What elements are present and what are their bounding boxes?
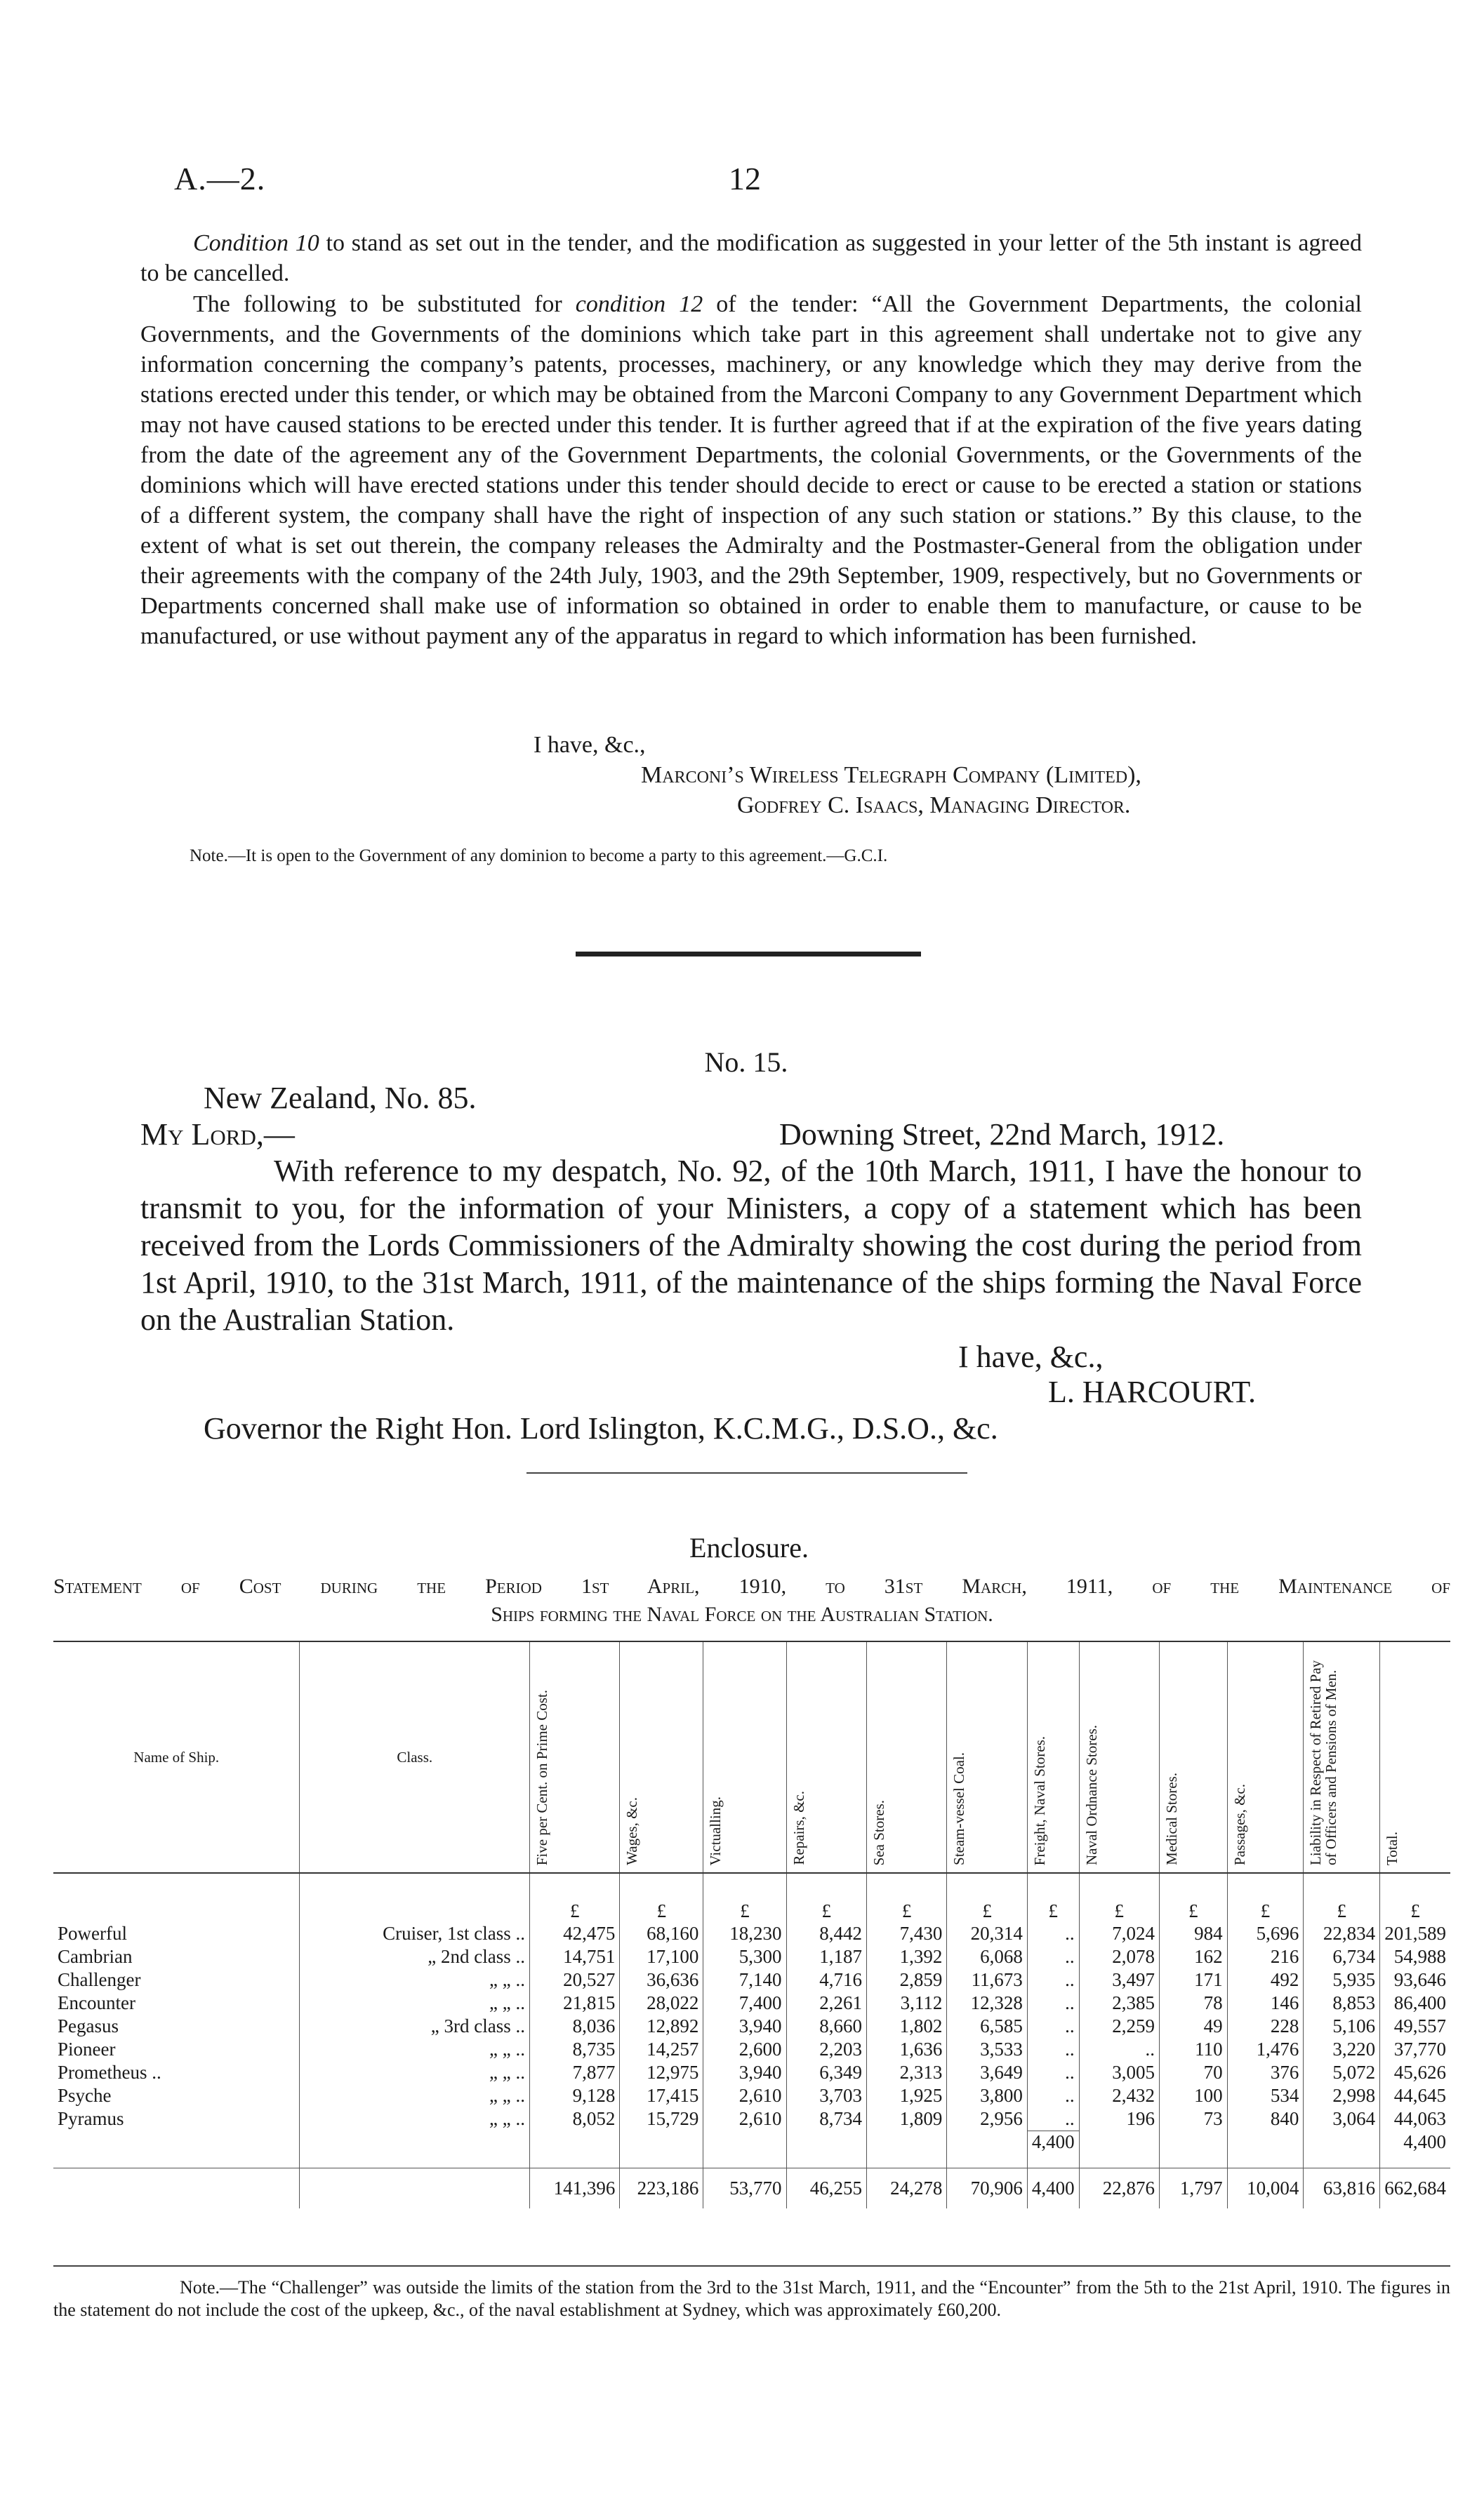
cost-value: 492 xyxy=(1227,1968,1304,1992)
cost-value: 534 xyxy=(1227,2084,1304,2107)
section-divider-thin xyxy=(526,1472,967,1474)
agreement-note: Note.—It is open to the Government of any dominion to become a party to this agreement.—G.C.I. xyxy=(190,846,888,865)
cost-value: 73 xyxy=(1159,2107,1227,2131)
cost-value: .. xyxy=(1079,2038,1159,2061)
table-row-freight xyxy=(53,2131,1450,2154)
cost-value: 1,187 xyxy=(786,1945,866,1968)
col-header-medical: Medical Stores. xyxy=(1162,1773,1180,1865)
cost-value: 14,751 xyxy=(530,1945,620,1968)
currency-symbol: £ xyxy=(703,1873,786,1922)
ship-class: „ 2nd class .. xyxy=(300,1945,530,1968)
ship-class: Cruiser, 1st class .. xyxy=(300,1922,530,1945)
cost-value: 3,940 xyxy=(703,2015,786,2038)
table-row xyxy=(53,2084,1450,2107)
col-header-total: Total. xyxy=(1384,1831,1401,1865)
cost-value: .. xyxy=(1027,1922,1079,1945)
cost-value: 8,660 xyxy=(786,2015,866,2038)
cost-value: 37,770 xyxy=(1393,2039,1446,2060)
cost-value: 6,585 xyxy=(947,2015,1027,2038)
cost-value: 18,230 xyxy=(703,1922,786,1945)
enclosure-heading: Enclosure. xyxy=(689,1532,809,1564)
ship-name: Psyche xyxy=(53,2084,300,2107)
cost-value: 2,956 xyxy=(947,2107,1027,2131)
cost-value: 8,036 xyxy=(530,2015,620,2038)
ship-class: „ „ .. xyxy=(300,2038,530,2061)
cost-value: 44,063 xyxy=(1393,2108,1446,2129)
total-value: 22,876 xyxy=(1079,2168,1159,2208)
cost-value: 3,005 xyxy=(1079,2061,1159,2084)
col-header-wages: Wages, &c. xyxy=(623,1797,641,1865)
cost-value: 2,078 xyxy=(1079,1945,1159,1968)
letter-paragraph-2-text: of the tender: “All the Government Departments, the colonial Governments, and the Governments of the dominions which take part in this agreement shall undertake not to give any information concerning the company’s patents, processes, machinery, or any knowledge which they may derive from the stations erected under this tender, or which may be obtained from the Marconi Company to any Government Department which may not have caused stations to be erected under this tender. It is further agreed that if at the expiration of the five years dating from the date of the agreement any of the Government Departments, the colonial Governments, or the Governments of the dominions which will have erected stations under this tender should decide to erect or cause to be erected a station or stations of a different system, the company shall have the right of inspection of any such station or stations.” By this clause, to the extent of what is set out therein, the company releases the Admiralty and the Postmaster-General from the obligation under their agreements with the company of the 24th July, 1903, and the 29th September, 1909, respectively, but no Governments or Departments concerned shall make use of information so obtained in order to enable them to manufacture, or cause to be manufactured, or use without payment any of the apparatus in regard to which information has been furnished. xyxy=(140,291,1362,649)
currency-symbol: £ xyxy=(1410,1900,1420,1921)
cell-blank xyxy=(620,2131,703,2154)
statement-title-line2: Ships forming the Naval Force on the Australian Station. xyxy=(491,1603,993,1626)
total-value: 141,396 xyxy=(530,2168,620,2208)
cost-value: 20,314 xyxy=(947,1922,1027,1945)
cost-value: 8,735 xyxy=(530,2038,620,2061)
cost-value: 93,646 xyxy=(1393,1969,1446,1990)
cost-value: 201,589 xyxy=(1384,1923,1446,1944)
cost-value: 49,557 xyxy=(1393,2015,1446,2036)
cost-value: 78 xyxy=(1159,1992,1227,2015)
cost-value: 7,877 xyxy=(530,2061,620,2084)
ship-class: „ „ .. xyxy=(300,2107,530,2131)
cell-blank xyxy=(53,2131,300,2154)
cost-value: .. xyxy=(1027,1992,1079,2015)
cell-blank xyxy=(703,2154,786,2168)
currency-symbol: £ xyxy=(1227,1873,1304,1922)
total-value: 70,906 xyxy=(947,2168,1027,2208)
cell-blank xyxy=(1227,2131,1304,2154)
cell-blank xyxy=(1159,2154,1227,2168)
cell-blank xyxy=(53,2154,300,2168)
cell-blank xyxy=(866,2131,946,2154)
col-header-sea-stores: Sea Stores. xyxy=(870,1799,887,1865)
cost-value: 6,349 xyxy=(786,2061,866,2084)
cell-blank xyxy=(1159,2131,1227,2154)
cost-value: 1,802 xyxy=(866,2015,946,2038)
cost-value: 7,430 xyxy=(866,1922,946,1945)
cost-value: 12,328 xyxy=(947,1992,1027,2015)
statement-note: Note.—The “Challenger” was outside the limits of the station from the 3rd to the 31st March, 1911, and the “Encounter” from the 5th to the 21st April, 1910. The figures in the statement do not include the cost of the upkeep, &c., of the naval establishment at Sydney, which was approximately £60,200. xyxy=(53,2277,1450,2320)
cell-blank xyxy=(703,2131,786,2154)
currency-symbol: £ xyxy=(620,1873,703,1922)
cost-value: 7,024 xyxy=(1079,1922,1159,1945)
cost-value: 6,734 xyxy=(1304,1945,1380,1968)
table-row xyxy=(53,1922,1450,1945)
ship-name: Powerful xyxy=(53,1922,300,1945)
cost-value: .. xyxy=(1027,2038,1079,2061)
statement-table xyxy=(53,1641,1450,2208)
cost-value: .. xyxy=(1027,2015,1079,2038)
col-header-freight: Freight, Naval Stores. xyxy=(1031,1735,1048,1865)
cost-value: 44,645 xyxy=(1393,2085,1446,2106)
ship-name: Challenger xyxy=(53,1968,300,1992)
cell-blank xyxy=(620,2154,703,2168)
statement-table-body xyxy=(53,1873,1450,2208)
cost-value: 3,497 xyxy=(1079,1968,1159,1992)
statement-title-line1: Statement of Cost during the Period 1st April, 1910, to 31st March, 1911, of the Maintenance of xyxy=(53,1575,1450,1598)
col-header-class: Class. xyxy=(300,1641,530,1873)
table-row xyxy=(53,2038,1450,2061)
totals-row xyxy=(53,2168,1450,2208)
ship-name: Pioneer xyxy=(53,2038,300,2061)
cost-value: 70 xyxy=(1159,2061,1227,2084)
currency-symbol: £ xyxy=(947,1873,1027,1922)
cost-value: .. xyxy=(1027,1968,1079,1992)
cell-blank xyxy=(53,2168,300,2208)
despatch-number: No. 15. xyxy=(704,1046,788,1078)
cost-value: .. xyxy=(1027,2107,1079,2131)
total-value: 24,278 xyxy=(866,2168,946,2208)
cost-value: 146 xyxy=(1227,1992,1304,2015)
cost-value: .. xyxy=(1027,2061,1079,2084)
currency-symbol: £ xyxy=(1027,1873,1079,1922)
cell-blank xyxy=(300,2154,530,2168)
letter-paragraph-1 xyxy=(140,228,1362,288)
ship-class: „ „ .. xyxy=(300,1992,530,2015)
salutation: My Lord,— xyxy=(140,1117,295,1152)
currency-symbol: £ xyxy=(1079,1873,1159,1922)
currency-symbol: £ xyxy=(1304,1873,1380,1922)
col-header-name: Name of Ship. xyxy=(53,1641,300,1873)
cost-value: 1,476 xyxy=(1227,2038,1304,2061)
cell-blank xyxy=(1304,2154,1380,2168)
despatch-body: With reference to my despatch, No. 92, of the 10th March, 1911, I have the honour to transmit to you, for the information of your Ministers, a copy of a statement which has been received from the Lords Commissioners of the Admiralty showing the cost during the period from 1st April, 1910, to the 31st March, 1911, of the maintenance of the ships forming the Naval Force on the Australian Station. xyxy=(140,1154,1362,1337)
total-value: 223,186 xyxy=(620,2168,703,2208)
ship-class: „ „ .. xyxy=(300,1968,530,1992)
total-value: 1,797 xyxy=(1159,2168,1227,2208)
cost-value: 1,636 xyxy=(866,2038,946,2061)
cost-value: 54,988 xyxy=(1393,1946,1446,1967)
total-value: 662,684 xyxy=(1384,2177,1446,2199)
col-header-repairs: Repairs, &c. xyxy=(790,1791,807,1865)
cost-value: 5,072 xyxy=(1304,2061,1380,2084)
cost-value: 7,140 xyxy=(703,1968,786,1992)
ship-class: „ „ .. xyxy=(300,2084,530,2107)
total-value: 4,400 xyxy=(1027,2168,1079,2208)
col-header-victualling: Victualling. xyxy=(707,1796,724,1865)
table-row xyxy=(53,2061,1450,2084)
table-row xyxy=(53,1992,1450,2015)
freight-value: 4,400 xyxy=(1027,2131,1079,2154)
cell-blank xyxy=(947,2154,1027,2168)
col-header-coal: Steam-vessel Coal. xyxy=(950,1752,968,1865)
cost-value: 20,527 xyxy=(530,1968,620,1992)
cell-blank xyxy=(1227,2154,1304,2168)
cost-value: 8,052 xyxy=(530,2107,620,2131)
cost-value: 9,128 xyxy=(530,2084,620,2107)
despatch-number-wrap xyxy=(0,1046,1484,1079)
cost-value: 3,649 xyxy=(947,2061,1027,2084)
currency-symbol: £ xyxy=(786,1873,866,1922)
section-divider xyxy=(576,952,921,956)
despatch-reference: New Zealand, No. 85. xyxy=(204,1081,477,1115)
cost-value: 1,925 xyxy=(866,2084,946,2107)
place-date: Downing Street, 22nd March, 1912. xyxy=(779,1117,1225,1152)
table-row xyxy=(53,2015,1450,2038)
letter-closing: I have, &c., xyxy=(534,732,646,758)
cost-value: 3,940 xyxy=(703,2061,786,2084)
cost-value: 110 xyxy=(1159,2038,1227,2061)
cost-value: 1,809 xyxy=(866,2107,946,2131)
cost-value: 6,068 xyxy=(947,1945,1027,1968)
table-row xyxy=(53,1968,1450,1992)
total-value: 10,004 xyxy=(1227,2168,1304,2208)
cost-value: 3,220 xyxy=(1304,2038,1380,2061)
company-name: Marconi’s Wireless Telegraph Company (Limited), xyxy=(641,762,1141,788)
cost-value: 2,261 xyxy=(786,1992,866,2015)
cell-blank xyxy=(1380,2154,1450,2168)
cell-blank xyxy=(530,2131,620,2154)
condition-10-label: Condition 10 xyxy=(193,230,319,256)
letter-paragraph-2-lead: The following to be substituted for xyxy=(193,291,576,317)
cost-value: 4,716 xyxy=(786,1968,866,1992)
ship-class: „ „ .. xyxy=(300,2061,530,2084)
cell-blank xyxy=(866,2154,946,2168)
ship-name: Pegasus xyxy=(53,2015,300,2038)
cost-value: 5,106 xyxy=(1304,2015,1380,2038)
cost-value: 3,800 xyxy=(947,2084,1027,2107)
cost-value: 2,313 xyxy=(866,2061,946,2084)
cost-value: 162 xyxy=(1159,1945,1227,1968)
cost-value: 7,400 xyxy=(703,1992,786,2015)
page-header-reference: A.—2. xyxy=(174,161,266,196)
page-number: 12 xyxy=(729,161,761,196)
cell-blank xyxy=(786,2131,866,2154)
cost-value: 984 xyxy=(1159,1922,1227,1945)
enclosure-heading-wrap xyxy=(0,1531,1484,1564)
cost-value: 2,998 xyxy=(1304,2084,1380,2107)
cost-value: 3,064 xyxy=(1304,2107,1380,2131)
cost-value: 8,853 xyxy=(1304,1992,1380,2015)
cost-value: 42,475 xyxy=(530,1922,620,1945)
total-value: 63,816 xyxy=(1304,2168,1380,2208)
total-value: 46,255 xyxy=(786,2168,866,2208)
cost-value: 86,400 xyxy=(1393,1992,1446,2013)
freight-total: 4,400 xyxy=(1403,2131,1446,2152)
ship-name: Pyramus xyxy=(53,2107,300,2131)
cost-value: 17,100 xyxy=(620,1945,703,1968)
cell-blank xyxy=(947,2131,1027,2154)
currency-symbol: £ xyxy=(530,1873,620,1922)
cost-value: 2,203 xyxy=(786,2038,866,2061)
addressee: Governor the Right Hon. Lord Islington, K.C.M.G., D.S.O., &c. xyxy=(204,1411,998,1446)
despatch-signature: L. HARCOURT. xyxy=(1048,1375,1256,1409)
cost-value: 2,259 xyxy=(1079,2015,1159,2038)
cost-value: .. xyxy=(1027,2084,1079,2107)
table-row xyxy=(53,1945,1450,1968)
cost-value: 11,673 xyxy=(947,1968,1027,1992)
cost-value: 2,610 xyxy=(703,2107,786,2131)
ship-name: Cambrian xyxy=(53,1945,300,1968)
cost-value: 36,636 xyxy=(620,1968,703,1992)
col-header-passages: Passages, &c. xyxy=(1231,1783,1248,1865)
cell-blank xyxy=(1079,2131,1159,2154)
cost-value: 12,892 xyxy=(620,2015,703,2038)
cost-value: 376 xyxy=(1227,2061,1304,2084)
cost-value: 8,734 xyxy=(786,2107,866,2131)
cost-value: 3,703 xyxy=(786,2084,866,2107)
cost-value: 2,859 xyxy=(866,1968,946,1992)
cost-value: 28,022 xyxy=(620,1992,703,2015)
cell-blank xyxy=(300,2168,530,2208)
cost-value: 5,696 xyxy=(1227,1922,1304,1945)
ship-name: Encounter xyxy=(53,1992,300,2015)
cost-value: 22,834 xyxy=(1304,1922,1380,1945)
signatory: Godfrey C. Isaacs, Managing Director. xyxy=(737,792,1131,818)
cell-blank xyxy=(300,1873,530,1922)
cost-value: 1,392 xyxy=(866,1945,946,1968)
cost-value: 840 xyxy=(1227,2107,1304,2131)
cost-value: 3,112 xyxy=(866,1992,946,2015)
ship-name: Prometheus .. xyxy=(53,2061,300,2084)
cost-value: 3,533 xyxy=(947,2038,1027,2061)
cost-value: 8,442 xyxy=(786,1922,866,1945)
cell-blank xyxy=(786,2154,866,2168)
col-header-five-per-cent: Five per Cent. on Prime Cost. xyxy=(534,1689,551,1865)
letter-paragraph-2 xyxy=(140,289,1362,651)
cost-value: 12,975 xyxy=(620,2061,703,2084)
cost-value: 21,815 xyxy=(530,1992,620,2015)
cost-value: 45,626 xyxy=(1393,2062,1446,2083)
cost-value: 68,160 xyxy=(620,1922,703,1945)
cost-value: .. xyxy=(1027,1945,1079,1968)
despatch-closing: I have, &c., xyxy=(958,1340,1104,1374)
cost-value: 100 xyxy=(1159,2084,1227,2107)
currency-symbol: £ xyxy=(866,1873,946,1922)
letter-paragraph-1-text: to stand as set out in the tender, and the modification as suggested in your letter of the 5th instant is agreed to be cancelled. xyxy=(140,230,1362,286)
cost-value: 171 xyxy=(1159,1968,1227,1992)
cost-value: 5,300 xyxy=(703,1945,786,1968)
cost-value: 5,935 xyxy=(1304,1968,1380,1992)
cost-value: 2,432 xyxy=(1079,2084,1159,2107)
cost-value: 196 xyxy=(1079,2107,1159,2131)
cost-value: 216 xyxy=(1227,1945,1304,1968)
table-row xyxy=(53,2107,1450,2131)
statement-table-wrap xyxy=(53,1641,1450,2208)
cost-value: 15,729 xyxy=(620,2107,703,2131)
cost-value: 49 xyxy=(1159,2015,1227,2038)
cell-blank xyxy=(1027,2154,1079,2168)
cell-blank xyxy=(530,2154,620,2168)
cell-blank xyxy=(53,1873,300,1922)
col-header-liability: Liability in Respect of Retired Pay of Officers and Pensions of Men. xyxy=(1307,1660,1340,1865)
cost-value: 14,257 xyxy=(620,2038,703,2061)
cell-blank xyxy=(1304,2131,1380,2154)
table-bottom-rule xyxy=(53,2265,1450,2267)
cost-value: 2,600 xyxy=(703,2038,786,2061)
currency-symbol: £ xyxy=(1159,1873,1227,1922)
cost-value: 17,415 xyxy=(620,2084,703,2107)
cost-value: 228 xyxy=(1227,2015,1304,2038)
condition-12-label: condition 12 xyxy=(575,291,703,317)
cell-blank xyxy=(300,2131,530,2154)
col-header-ordnance: Naval Ordnance Stores. xyxy=(1082,1724,1100,1865)
ship-class: „ 3rd class .. xyxy=(300,2015,530,2038)
cost-value: 2,385 xyxy=(1079,1992,1159,2015)
cost-value: 2,610 xyxy=(703,2084,786,2107)
total-value: 53,770 xyxy=(703,2168,786,2208)
cell-blank xyxy=(1079,2154,1159,2168)
